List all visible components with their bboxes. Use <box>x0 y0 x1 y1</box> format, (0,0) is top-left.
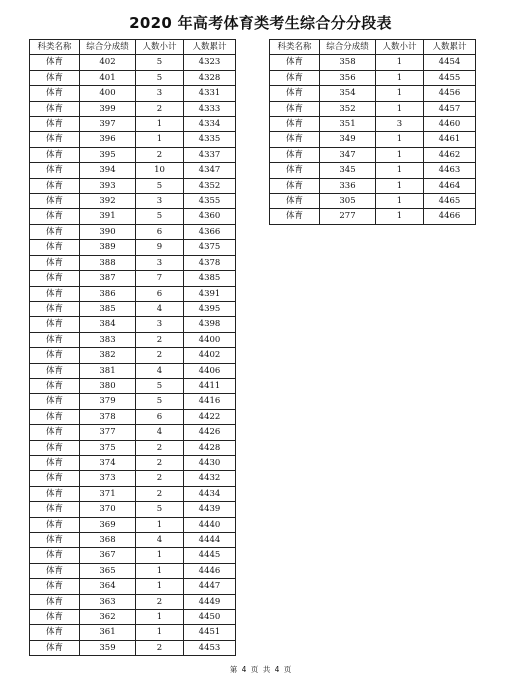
header-count: 人数小计 <box>136 40 184 55</box>
cell-cumulative: 4411 <box>184 378 236 393</box>
cell-category: 体育 <box>270 178 320 193</box>
cell-cumulative: 4461 <box>424 132 476 147</box>
cell-cumulative: 4355 <box>184 194 236 209</box>
cell-cumulative: 4446 <box>184 563 236 578</box>
cell-count: 7 <box>136 271 184 286</box>
cell-count: 6 <box>136 286 184 301</box>
header-row <box>270 40 476 55</box>
cell-count: 1 <box>136 132 184 147</box>
cell-score: 371 <box>80 486 136 501</box>
cell-count: 1 <box>376 178 424 193</box>
cell-count: 5 <box>136 394 184 409</box>
cell-score: 394 <box>80 163 136 178</box>
cell-category: 体育 <box>30 455 80 470</box>
cell-category: 体育 <box>30 86 80 101</box>
cell-category: 体育 <box>30 55 80 70</box>
table-row <box>30 286 236 301</box>
cell-category: 体育 <box>30 640 80 655</box>
cell-cumulative: 4426 <box>184 425 236 440</box>
table-row <box>30 332 236 347</box>
cell-cumulative: 4402 <box>184 348 236 363</box>
cell-score: 382 <box>80 348 136 363</box>
header-count: 人数小计 <box>376 40 424 55</box>
cell-category: 体育 <box>30 378 80 393</box>
cell-count: 1 <box>136 517 184 532</box>
cell-score: 399 <box>80 101 136 116</box>
cell-category: 体育 <box>30 286 80 301</box>
cell-category: 体育 <box>30 363 80 378</box>
cell-cumulative: 4400 <box>184 332 236 347</box>
table-row <box>30 55 236 70</box>
cell-count: 2 <box>136 332 184 347</box>
cell-score: 356 <box>320 70 376 85</box>
cell-score: 396 <box>80 132 136 147</box>
table-row <box>30 224 236 239</box>
cell-score: 347 <box>320 147 376 162</box>
cell-cumulative: 4444 <box>184 533 236 548</box>
cell-cumulative: 4375 <box>184 240 236 255</box>
cell-count: 4 <box>136 363 184 378</box>
cell-cumulative: 4451 <box>184 625 236 640</box>
cell-score: 395 <box>80 147 136 162</box>
cell-category: 体育 <box>30 563 80 578</box>
cell-count: 6 <box>136 224 184 239</box>
cell-count: 2 <box>136 455 184 470</box>
cell-count: 6 <box>136 409 184 424</box>
cell-cumulative: 4331 <box>184 86 236 101</box>
cell-cumulative: 4432 <box>184 471 236 486</box>
cell-category: 体育 <box>30 548 80 563</box>
table-row <box>30 240 236 255</box>
cell-category: 体育 <box>30 163 80 178</box>
cell-category: 体育 <box>270 163 320 178</box>
table-row <box>30 178 236 193</box>
cell-count: 3 <box>136 86 184 101</box>
table-row <box>30 132 236 147</box>
page-footer <box>0 664 521 675</box>
cell-category: 体育 <box>30 240 80 255</box>
cell-score: 389 <box>80 240 136 255</box>
table-row <box>30 409 236 424</box>
cell-score: 386 <box>80 286 136 301</box>
table-row <box>30 378 236 393</box>
cell-count: 1 <box>136 610 184 625</box>
cell-cumulative: 4456 <box>424 86 476 101</box>
cell-count: 1 <box>136 548 184 563</box>
cell-score: 364 <box>80 579 136 594</box>
cell-count: 4 <box>136 425 184 440</box>
score-table-left <box>29 39 236 656</box>
table-row <box>30 579 236 594</box>
cell-count: 9 <box>136 240 184 255</box>
footer-suffix: 页 <box>283 665 292 674</box>
table-row <box>270 194 476 209</box>
cell-category: 体育 <box>30 194 80 209</box>
cell-category: 体育 <box>30 409 80 424</box>
cell-category: 体育 <box>30 101 80 116</box>
cell-count: 1 <box>136 625 184 640</box>
cell-category: 体育 <box>30 440 80 455</box>
cell-cumulative: 4406 <box>184 363 236 378</box>
cell-score: 358 <box>320 55 376 70</box>
cell-category: 体育 <box>30 579 80 594</box>
cell-count: 5 <box>136 502 184 517</box>
table-row <box>30 486 236 501</box>
cell-score: 384 <box>80 317 136 332</box>
cell-score: 305 <box>320 194 376 209</box>
cell-cumulative: 4323 <box>184 55 236 70</box>
header-cumulative: 人数累计 <box>184 40 236 55</box>
cell-cumulative: 4439 <box>184 502 236 517</box>
cell-count: 1 <box>376 55 424 70</box>
table-row <box>30 317 236 332</box>
table-row <box>270 178 476 193</box>
table-row <box>30 363 236 378</box>
cell-cumulative: 4395 <box>184 301 236 316</box>
cell-cumulative: 4333 <box>184 101 236 116</box>
cell-cumulative: 4416 <box>184 394 236 409</box>
cell-category: 体育 <box>30 486 80 501</box>
cell-category: 体育 <box>30 147 80 162</box>
table-row <box>30 640 236 655</box>
table-row <box>30 209 236 224</box>
cell-score: 397 <box>80 117 136 132</box>
cell-score: 277 <box>320 209 376 224</box>
table-row <box>30 425 236 440</box>
cell-category: 体育 <box>270 117 320 132</box>
table-row <box>30 563 236 578</box>
header-category: 科类名称 <box>30 40 80 55</box>
table-row <box>30 117 236 132</box>
cell-score: 400 <box>80 86 136 101</box>
cell-score: 388 <box>80 255 136 270</box>
cell-cumulative: 4385 <box>184 271 236 286</box>
table-row <box>30 610 236 625</box>
header-score: 综合分成绩 <box>80 40 136 55</box>
cell-cumulative: 4445 <box>184 548 236 563</box>
cell-cumulative: 4347 <box>184 163 236 178</box>
table-row <box>30 86 236 101</box>
cell-cumulative: 4428 <box>184 440 236 455</box>
cell-count: 2 <box>136 348 184 363</box>
cell-cumulative: 4337 <box>184 147 236 162</box>
cell-score: 378 <box>80 409 136 424</box>
table-row <box>30 594 236 609</box>
cell-cumulative: 4455 <box>424 70 476 85</box>
cell-count: 3 <box>376 117 424 132</box>
cell-count: 10 <box>136 163 184 178</box>
cell-category: 体育 <box>30 533 80 548</box>
header-row <box>30 40 236 55</box>
cell-category: 体育 <box>30 301 80 316</box>
cell-score: 392 <box>80 194 136 209</box>
cell-cumulative: 4457 <box>424 101 476 116</box>
cell-score: 363 <box>80 594 136 609</box>
cell-score: 336 <box>320 178 376 193</box>
cell-cumulative: 4462 <box>424 147 476 162</box>
header-cumulative: 人数累计 <box>424 40 476 55</box>
cell-score: 393 <box>80 178 136 193</box>
header-category: 科类名称 <box>270 40 320 55</box>
cell-score: 401 <box>80 70 136 85</box>
table-row <box>30 502 236 517</box>
table-row <box>270 117 476 132</box>
cell-category: 体育 <box>30 594 80 609</box>
cell-category: 体育 <box>30 625 80 640</box>
cell-cumulative: 4334 <box>184 117 236 132</box>
cell-cumulative: 4454 <box>424 55 476 70</box>
cell-cumulative: 4463 <box>424 163 476 178</box>
cell-score: 373 <box>80 471 136 486</box>
table-row <box>30 194 236 209</box>
cell-count: 5 <box>136 178 184 193</box>
cell-category: 体育 <box>270 86 320 101</box>
table-row <box>270 147 476 162</box>
cell-cumulative: 4440 <box>184 517 236 532</box>
cell-score: 349 <box>320 132 376 147</box>
table-row <box>30 348 236 363</box>
footer-mid1: 页 <box>250 665 259 674</box>
cell-count: 1 <box>376 101 424 116</box>
cell-count: 3 <box>136 317 184 332</box>
cell-score: 375 <box>80 440 136 455</box>
cell-category: 体育 <box>270 209 320 224</box>
cell-count: 5 <box>136 70 184 85</box>
cell-count: 2 <box>136 594 184 609</box>
cell-count: 1 <box>376 194 424 209</box>
cell-category: 体育 <box>270 132 320 147</box>
cell-score: 379 <box>80 394 136 409</box>
cell-category: 体育 <box>30 502 80 517</box>
cell-category: 体育 <box>30 317 80 332</box>
score-table-right <box>269 39 476 225</box>
cell-cumulative: 4360 <box>184 209 236 224</box>
table-row <box>30 517 236 532</box>
cell-cumulative: 4449 <box>184 594 236 609</box>
table-row <box>30 394 236 409</box>
cell-score: 345 <box>320 163 376 178</box>
cell-score: 380 <box>80 378 136 393</box>
cell-count: 1 <box>136 563 184 578</box>
cell-score: 381 <box>80 363 136 378</box>
table-row <box>30 455 236 470</box>
cell-score: 370 <box>80 502 136 517</box>
cell-count: 1 <box>376 209 424 224</box>
cell-category: 体育 <box>30 209 80 224</box>
cell-count: 3 <box>136 255 184 270</box>
cell-count: 1 <box>376 147 424 162</box>
cell-category: 体育 <box>270 194 320 209</box>
cell-category: 体育 <box>270 70 320 85</box>
table-row <box>270 101 476 116</box>
footer-page-number: 4 <box>241 665 247 674</box>
cell-cumulative: 4430 <box>184 455 236 470</box>
cell-cumulative: 4466 <box>424 209 476 224</box>
cell-score: 367 <box>80 548 136 563</box>
cell-score: 402 <box>80 55 136 70</box>
table-row <box>270 70 476 85</box>
cell-count: 1 <box>136 579 184 594</box>
cell-category: 体育 <box>30 332 80 347</box>
cell-cumulative: 4391 <box>184 286 236 301</box>
table-row <box>30 301 236 316</box>
cell-score: 390 <box>80 224 136 239</box>
cell-category: 体育 <box>270 55 320 70</box>
cell-category: 体育 <box>30 348 80 363</box>
cell-score: 365 <box>80 563 136 578</box>
cell-count: 2 <box>136 640 184 655</box>
cell-cumulative: 4434 <box>184 486 236 501</box>
cell-cumulative: 4453 <box>184 640 236 655</box>
header-score: 综合分成绩 <box>320 40 376 55</box>
cell-score: 377 <box>80 425 136 440</box>
table-row <box>30 471 236 486</box>
cell-count: 2 <box>136 440 184 455</box>
cell-category: 体育 <box>30 255 80 270</box>
cell-count: 4 <box>136 533 184 548</box>
cell-score: 368 <box>80 533 136 548</box>
cell-score: 362 <box>80 610 136 625</box>
cell-score: 369 <box>80 517 136 532</box>
cell-count: 5 <box>136 55 184 70</box>
cell-count: 1 <box>376 132 424 147</box>
cell-count: 1 <box>136 117 184 132</box>
table-row <box>270 163 476 178</box>
cell-count: 2 <box>136 147 184 162</box>
table-row <box>270 209 476 224</box>
cell-score: 374 <box>80 455 136 470</box>
cell-category: 体育 <box>270 147 320 162</box>
cell-count: 2 <box>136 471 184 486</box>
cell-category: 体育 <box>30 394 80 409</box>
cell-cumulative: 4422 <box>184 409 236 424</box>
cell-score: 391 <box>80 209 136 224</box>
cell-cumulative: 4352 <box>184 178 236 193</box>
table-row <box>30 255 236 270</box>
cell-score: 354 <box>320 86 376 101</box>
cell-cumulative: 4447 <box>184 579 236 594</box>
cell-category: 体育 <box>30 517 80 532</box>
cell-score: 387 <box>80 271 136 286</box>
cell-score: 361 <box>80 625 136 640</box>
cell-count: 5 <box>136 209 184 224</box>
cell-count: 2 <box>136 486 184 501</box>
cell-category: 体育 <box>30 70 80 85</box>
cell-cumulative: 4450 <box>184 610 236 625</box>
table-row <box>270 132 476 147</box>
cell-cumulative: 4398 <box>184 317 236 332</box>
table-row <box>30 440 236 455</box>
cell-count: 1 <box>376 86 424 101</box>
table-row <box>30 271 236 286</box>
cell-count: 1 <box>376 163 424 178</box>
cell-category: 体育 <box>30 471 80 486</box>
table-row <box>30 147 236 162</box>
table-row <box>30 163 236 178</box>
table-row <box>30 70 236 85</box>
cell-cumulative: 4460 <box>424 117 476 132</box>
cell-cumulative: 4465 <box>424 194 476 209</box>
cell-category: 体育 <box>30 178 80 193</box>
cell-category: 体育 <box>30 117 80 132</box>
cell-cumulative: 4378 <box>184 255 236 270</box>
cell-cumulative: 4464 <box>424 178 476 193</box>
cell-category: 体育 <box>30 224 80 239</box>
cell-score: 383 <box>80 332 136 347</box>
table-row <box>270 55 476 70</box>
cell-score: 385 <box>80 301 136 316</box>
table-row <box>30 548 236 563</box>
table-row <box>30 101 236 116</box>
cell-count: 2 <box>136 101 184 116</box>
cell-category: 体育 <box>270 101 320 116</box>
cell-category: 体育 <box>30 132 80 147</box>
cell-cumulative: 4335 <box>184 132 236 147</box>
cell-category: 体育 <box>30 271 80 286</box>
cell-score: 352 <box>320 101 376 116</box>
table-row <box>30 533 236 548</box>
table-row <box>30 625 236 640</box>
footer-total-pages: 4 <box>274 665 280 674</box>
cell-cumulative: 4328 <box>184 70 236 85</box>
cell-count: 5 <box>136 378 184 393</box>
cell-score: 359 <box>80 640 136 655</box>
cell-score: 351 <box>320 117 376 132</box>
cell-cumulative: 4366 <box>184 224 236 239</box>
cell-category: 体育 <box>30 425 80 440</box>
footer-prefix: 第 <box>229 665 238 674</box>
footer-mid2: 共 <box>262 665 271 674</box>
cell-count: 4 <box>136 301 184 316</box>
table-row <box>270 86 476 101</box>
cell-count: 1 <box>376 70 424 85</box>
page-title: 2020 年高考体育类考生综合分分段表 <box>129 14 392 32</box>
cell-count: 3 <box>136 194 184 209</box>
cell-category: 体育 <box>30 610 80 625</box>
